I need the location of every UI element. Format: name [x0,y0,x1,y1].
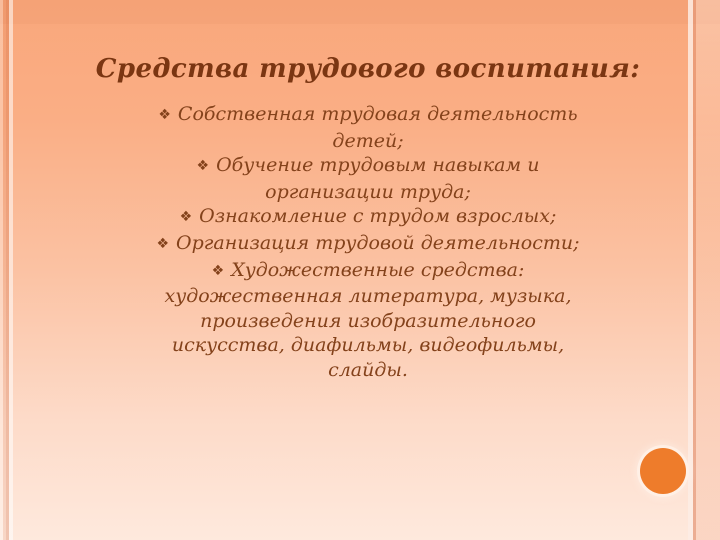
bullet-line: детей; [332,129,404,152]
bullet-list [16,102,720,383]
bullet-line: ❖ Обучение трудовым навыкам и [196,154,540,177]
corner-circle-decoration [640,448,686,494]
bullet-line: произведения изобразительного [200,309,536,332]
top-edge-decoration [0,0,720,24]
bullet-line: художественная литература, музыка, [164,285,572,308]
left-edge-decoration [0,0,13,540]
bullet-marker-icon: ❖ [156,235,170,252]
bullet-line: ❖ Ознакомление с трудом взрослых; [179,205,557,228]
slide-title: Средства трудового воспитания: [95,54,641,84]
bullet-line: слайды. [328,358,408,381]
bullet-line: ❖ Художественные средства: [211,258,525,281]
bullet-line: ❖ Организация трудовой деятельности; [156,231,580,254]
bullet-marker-icon: ❖ [179,209,193,226]
bullet-line: организации труда; [265,180,471,203]
bullet-marker-icon: ❖ [196,158,210,175]
bullet-marker-icon: ❖ [158,107,171,123]
bullet-marker-icon: ❖ [211,262,225,279]
bullet-line: искусства, диафильмы, видеофильмы, [171,334,565,357]
bullet-line: ❖ Собственная трудовая деятельность [158,103,578,125]
